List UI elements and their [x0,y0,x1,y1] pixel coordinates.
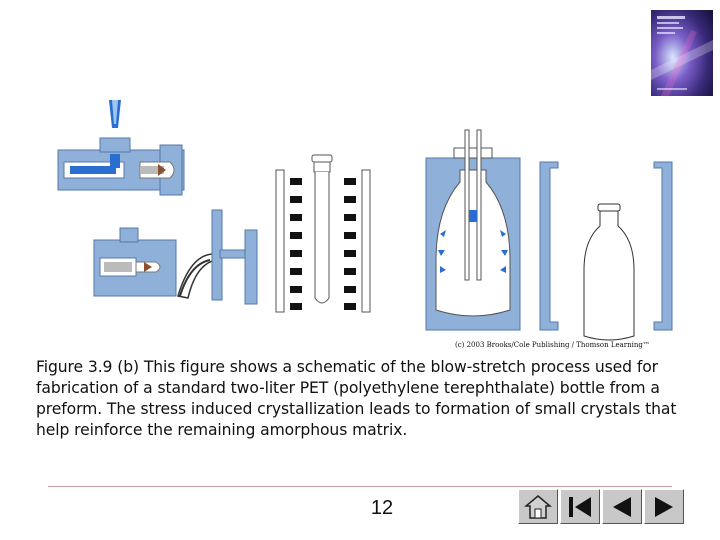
copyright-credit: (c) 2003 Brooks/Cole Publishing / Thomson Learning™ [455,341,650,349]
page-number: 12 [370,497,394,519]
home-icon [524,494,552,520]
preform-mold-bottom [94,210,257,304]
stretch-blow-mold [426,130,520,330]
next-button[interactable] [644,489,684,524]
home-button[interactable] [518,489,558,524]
back-icon [566,494,594,520]
previous-icon [608,494,636,520]
book-cover-image [651,10,713,96]
figure-caption: Figure 3.9 (b) This figure shows a schematic of the blow-stretch process used for fabrication of a standard two-liter PET (polyethylene terephthalate) bottle from a preform. The stress induced crystallization leads to formation of small crystals that help reinforce the remaining amorphous matrix. [36,358,677,439]
navigation-buttons [518,489,686,526]
injection-mold-top [58,100,184,195]
blow-stretch-schematic [40,100,680,350]
back-button[interactable] [560,489,600,524]
preform-heater [276,155,370,312]
next-icon [650,494,678,520]
previous-button[interactable] [602,489,642,524]
footer-divider [48,486,672,487]
finished-bottle [540,162,672,340]
